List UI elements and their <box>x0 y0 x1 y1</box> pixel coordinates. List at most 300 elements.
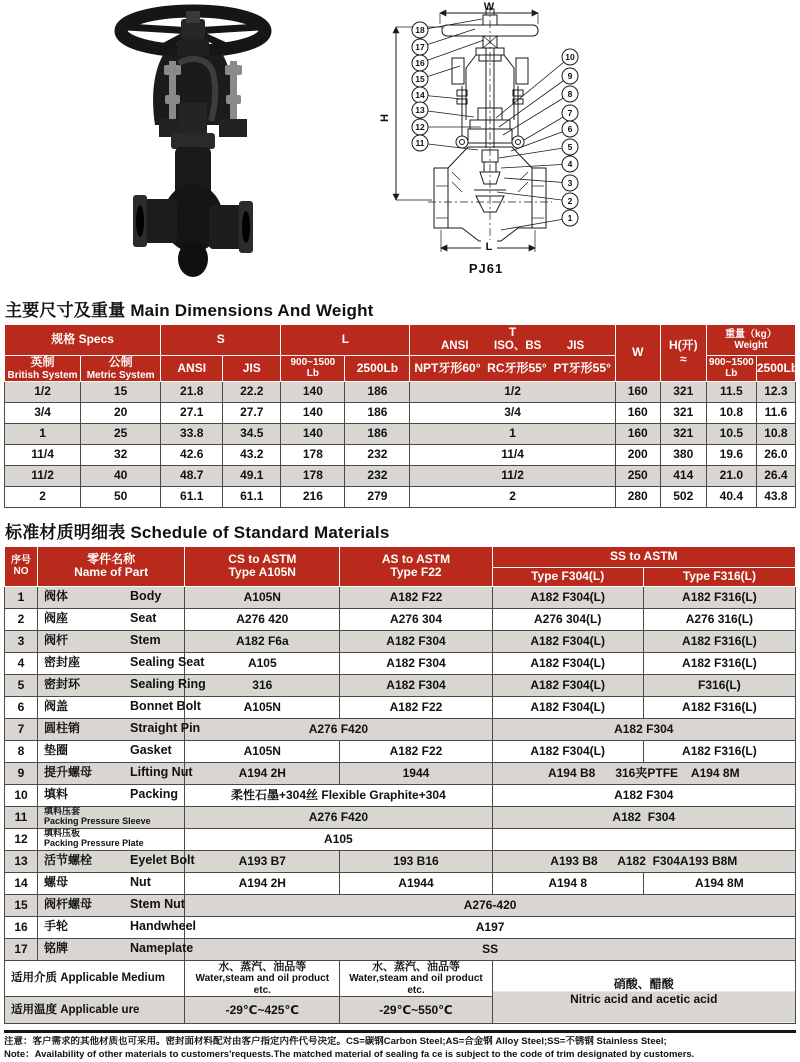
material-name <box>38 652 205 674</box>
material-cell: F316(L) <box>643 674 795 696</box>
dims-cell: 1 <box>410 423 615 444</box>
temperature-label: 适用温度 Applicable ure <box>5 997 185 1024</box>
material-no: 12 <box>5 828 38 850</box>
dims-cell: 186 <box>345 402 410 423</box>
material-row <box>5 740 796 762</box>
header-w: W <box>615 325 660 382</box>
material-cell: A105N <box>185 586 340 608</box>
header-weight <box>706 325 795 356</box>
medium-as <box>340 960 492 997</box>
material-no: 17 <box>5 938 38 960</box>
material-name-en: Stem Nut <box>130 897 185 912</box>
dims-cell: 11/2 <box>5 465 81 486</box>
material-row <box>5 784 796 806</box>
material-row <box>5 916 796 938</box>
material-name <box>38 586 185 608</box>
dims-cell: 321 <box>660 381 706 402</box>
callout-number: 15 <box>415 74 425 84</box>
material-no: 2 <box>5 608 38 630</box>
header-h-approx: ≈ <box>679 351 687 366</box>
material-cell: SS <box>185 938 796 960</box>
applicable-medium-row <box>5 960 796 997</box>
material-name <box>38 872 185 894</box>
material-no: 10 <box>5 784 38 806</box>
header-part-name-zh: 零件名称 <box>87 551 136 566</box>
dims-cell: 43.8 <box>756 486 795 507</box>
header-t-threads: NPT牙形60° RC牙形55° PT牙形55° <box>410 356 615 382</box>
dims-cell: 10.5 <box>706 423 756 444</box>
header-l: L <box>281 325 410 356</box>
material-cell: A182 F304(L) <box>492 652 643 674</box>
material-cell: A276 316(L) <box>643 608 795 630</box>
material-name-en: Sealing Ring <box>130 677 206 692</box>
footer-notes <box>4 1030 796 1062</box>
material-name <box>38 850 195 872</box>
material-cell: A182 F316(L) <box>643 586 795 608</box>
callout-number: 8 <box>567 89 573 99</box>
material-cell: A197 <box>185 916 796 938</box>
figures-area <box>0 0 800 292</box>
material-name-en: Sealing Seat <box>130 655 205 670</box>
material-cell: A105N <box>185 740 340 762</box>
dims-cell: 2 <box>5 486 81 507</box>
dimensions-section-title: 主要尺寸及重量 Main Dimensions And Weight <box>5 301 374 320</box>
dims-cell: 50 <box>81 486 161 507</box>
material-name-zh: 密封座 <box>44 655 81 670</box>
material-name-en: Lifting Nut <box>130 765 193 780</box>
material-name-zh: 阀盖 <box>44 699 69 714</box>
material-row <box>5 806 796 828</box>
material-name <box>38 740 185 762</box>
callout-number: 12 <box>415 122 425 132</box>
dims-cell: 3/4 <box>410 402 615 423</box>
dims-cell: 61.1 <box>161 486 223 507</box>
material-name-en: Packing Pressure Plate <box>44 838 144 849</box>
material-name <box>38 608 185 630</box>
dims-cell: 15 <box>81 381 161 402</box>
material-no: 13 <box>5 850 38 872</box>
material-name-zh: 阀座 <box>44 611 69 626</box>
material-cell: A182 F316(L) <box>643 696 795 718</box>
dims-cell: 160 <box>615 402 660 423</box>
material-name-en: Nameplate <box>130 941 194 956</box>
dims-cell: 11.6 <box>756 402 795 423</box>
dims-cell: 43.2 <box>223 444 281 465</box>
dims-cell: 42.6 <box>161 444 223 465</box>
header-weight-900 <box>706 356 756 382</box>
material-row <box>5 652 796 674</box>
diagram-caption: PJ61 <box>468 261 504 276</box>
material-cell: A276 304 <box>340 608 492 630</box>
material-name-zh: 阀杆 <box>44 633 69 648</box>
dims-cell: 32 <box>81 444 161 465</box>
material-name <box>38 696 201 718</box>
material-no: 11 <box>5 806 38 828</box>
dim-label-l: L <box>485 241 493 253</box>
header-l-900 <box>281 356 345 382</box>
header-weight-2500: 2500Lb <box>756 356 795 382</box>
material-cell: A182 F304(L) <box>492 630 643 652</box>
material-cell: A194 2H <box>185 762 340 784</box>
header-weight-en: Weight <box>734 340 768 351</box>
header-h-label: H(开) <box>668 338 698 353</box>
material-name-zh: 提升螺母 <box>44 765 93 780</box>
material-cell: A1944 <box>340 872 492 894</box>
dims-cell: 26.4 <box>756 465 795 486</box>
callout-number: 2 <box>567 196 573 206</box>
header-metric-zh: 公制 <box>108 355 133 369</box>
material-name-zh: 螺母 <box>44 875 69 890</box>
material-no: 6 <box>5 696 38 718</box>
temperature-as: -29℃~550℃ <box>340 997 492 1024</box>
material-cell: A194 B8 316夹PTFE A194 8M <box>492 762 795 784</box>
dims-row <box>5 465 796 486</box>
material-name-zh: 密封环 <box>44 677 81 692</box>
material-row <box>5 608 796 630</box>
header-l-900-range: 900~1500 <box>290 357 336 369</box>
material-name <box>38 718 201 740</box>
materials-section-title: 标准材质明细表 Schedule of Standard Materials <box>5 522 390 542</box>
header-weight-900-range: 900~1500 <box>708 357 754 369</box>
material-row <box>5 894 796 916</box>
material-row <box>5 718 796 740</box>
material-name-zh: 阀杆螺母 <box>44 897 93 912</box>
dims-cell: 19.6 <box>706 444 756 465</box>
dims-cell: 279 <box>345 486 410 507</box>
material-cell: A276 420 <box>185 608 340 630</box>
material-cell: A182 F304 <box>340 652 492 674</box>
dims-cell: 11/4 <box>410 444 615 465</box>
header-metric <box>81 356 161 382</box>
material-cell: 193 B16 <box>340 850 492 872</box>
callout-number: 6 <box>567 124 573 134</box>
medium-label: 适用介质 Applicable Medium <box>5 960 185 997</box>
material-cell: A182 F304(L) <box>492 696 643 718</box>
material-name <box>38 630 185 652</box>
callout-leader-line <box>504 178 570 183</box>
material-cell: A194 8 <box>492 872 643 894</box>
material-cell: A182 F304(L) <box>492 586 643 608</box>
callout-number: 14 <box>415 90 425 100</box>
material-cell: A105 <box>185 828 492 850</box>
material-no: 9 <box>5 762 38 784</box>
medium-cs <box>185 960 340 997</box>
valve-section-diagram <box>378 0 634 285</box>
callout-number: 17 <box>415 42 425 52</box>
material-name-zh: 活节螺栓 <box>44 853 93 868</box>
material-cell: A182 F316(L) <box>643 740 795 762</box>
material-name-en: Seat <box>130 611 157 626</box>
dims-cell: 10.8 <box>706 402 756 423</box>
callout-number: 4 <box>567 159 573 169</box>
dims-cell: 186 <box>345 381 410 402</box>
dims-cell: 232 <box>345 444 410 465</box>
header-as-line2: Type F22 <box>390 565 442 580</box>
dims-cell: 11/4 <box>5 444 81 465</box>
material-cell: A182 F304 <box>492 784 795 806</box>
material-cell: A105N <box>185 696 340 718</box>
dims-cell: 140 <box>281 381 345 402</box>
dims-cell: 321 <box>660 423 706 444</box>
materials-table <box>4 546 796 1025</box>
dims-cell: 160 <box>615 381 660 402</box>
dims-cell: 22.2 <box>223 381 281 402</box>
header-t <box>410 325 615 356</box>
material-row <box>5 872 796 894</box>
header-ss: SS to ASTM <box>492 546 795 567</box>
dims-cell: 48.7 <box>161 465 223 486</box>
callout-number: 16 <box>415 58 425 68</box>
material-name <box>38 784 185 806</box>
material-cell: 柔性石墨+304丝 Flexible Graphite+304 <box>185 784 492 806</box>
dims-cell: 33.8 <box>161 423 223 444</box>
dims-cell: 27.7 <box>223 402 281 423</box>
material-cell: A276 F420 <box>185 718 492 740</box>
callout-number: 18 <box>415 25 425 35</box>
material-row <box>5 630 796 652</box>
dims-cell: 26.0 <box>756 444 795 465</box>
dims-cell: 140 <box>281 402 345 423</box>
material-name <box>38 762 193 784</box>
material-cell: A276 F420 <box>185 806 492 828</box>
dims-cell: 216 <box>281 486 345 507</box>
material-cell: A182 F22 <box>340 740 492 762</box>
callout-number: 9 <box>567 71 573 81</box>
dims-cell: 49.1 <box>223 465 281 486</box>
material-no: 3 <box>5 630 38 652</box>
material-cell: A276-420 <box>185 894 796 916</box>
material-cell: A182 F6a <box>185 630 340 652</box>
header-s: S <box>161 325 281 356</box>
dims-cell: 140 <box>281 423 345 444</box>
header-l-2500: 2500Lb <box>345 356 410 382</box>
dims-cell: 502 <box>660 486 706 507</box>
callout-number: 5 <box>567 142 573 152</box>
dim-label-h: H <box>379 114 391 122</box>
header-h <box>660 325 706 382</box>
callout-number: 3 <box>567 178 573 188</box>
header-cs-line1: CS to ASTM <box>228 551 297 566</box>
dims-row <box>5 444 796 465</box>
material-row <box>5 850 796 872</box>
material-name-en: Nut <box>130 875 151 890</box>
medium-ss-en: Nitric acid and acetic acid <box>570 992 718 1007</box>
material-cell: A193 B8 A182 F304A193 B8M <box>492 850 795 872</box>
material-name <box>38 828 185 850</box>
material-name-zh: 垫圈 <box>44 743 69 758</box>
material-name-zh: 手轮 <box>44 919 69 934</box>
valve-body-photo <box>133 39 253 277</box>
header-no-zh: 序号 <box>11 555 32 567</box>
header-f316: Type F316(L) <box>643 567 795 586</box>
header-british-en: British System <box>7 369 78 381</box>
header-no <box>5 546 38 586</box>
material-no: 15 <box>5 894 38 916</box>
material-cell: A194 8M <box>643 872 795 894</box>
material-name-en: Straight Pin <box>130 721 201 736</box>
medium-cs-en: Water,steam and oil product etc. <box>195 973 330 996</box>
header-part-name <box>38 546 185 586</box>
dims-cell: 61.1 <box>223 486 281 507</box>
dims-cell: 160 <box>615 423 660 444</box>
material-row <box>5 828 796 850</box>
dims-row <box>5 402 796 423</box>
dims-row <box>5 381 796 402</box>
material-name-zh: 圆柱销 <box>44 721 81 736</box>
dims-cell: 380 <box>660 444 706 465</box>
dims-cell: 21.8 <box>161 381 223 402</box>
callout-leader-line <box>496 57 570 118</box>
material-name-en: Eyelet Bolt <box>130 853 195 868</box>
header-metric-en: Metric System <box>86 369 155 381</box>
header-cs-line2: Type A105N <box>228 565 296 580</box>
material-cell: A194 2H <box>185 872 340 894</box>
material-cell: A182 F304(L) <box>492 674 643 696</box>
dims-cell: 21.0 <box>706 465 756 486</box>
material-name <box>38 938 194 960</box>
material-cell: A182 F316(L) <box>643 630 795 652</box>
medium-cs-zh: 水、蒸汽、油品等 <box>218 960 307 973</box>
material-name <box>38 806 185 828</box>
material-cell: A182 F304 <box>492 718 795 740</box>
dims-cell: 2 <box>410 486 615 507</box>
header-jis: JIS <box>223 356 281 382</box>
callout-number: 10 <box>565 52 575 62</box>
material-cell: A182 F304(L) <box>492 740 643 762</box>
dim-label-w: W <box>483 1 495 13</box>
material-name-en: Bonnet Bolt <box>130 699 201 714</box>
dims-cell: 250 <box>615 465 660 486</box>
material-cell: A276 304(L) <box>492 608 643 630</box>
dims-cell: 12.3 <box>756 381 795 402</box>
material-name <box>38 674 206 696</box>
material-name-en: Packing <box>130 787 178 802</box>
header-british <box>5 356 81 382</box>
dims-cell: 200 <box>615 444 660 465</box>
material-name <box>38 916 197 938</box>
medium-ss <box>492 960 795 1024</box>
valve-photo <box>93 3 313 288</box>
dims-cell: 1 <box>5 423 81 444</box>
header-as <box>340 546 492 586</box>
material-cell: A182 F316(L) <box>643 652 795 674</box>
dims-cell: 1/2 <box>410 381 615 402</box>
header-part-name-en: Name of Part <box>74 565 149 580</box>
dims-cell: 186 <box>345 423 410 444</box>
dims-cell: 178 <box>281 444 345 465</box>
header-ansi: ANSI <box>161 356 223 382</box>
note-line-en: Note：Availability of other materials to customers'requests.The matched material of sealing fa ce is subject to the code of trim designated by customers. <box>4 1049 695 1061</box>
dims-cell: 414 <box>660 465 706 486</box>
dims-cell: 40 <box>81 465 161 486</box>
dims-cell: 321 <box>660 402 706 423</box>
material-no: 5 <box>5 674 38 696</box>
material-cell: A182 F22 <box>340 586 492 608</box>
medium-as-en: Water,steam and oil product etc. <box>349 973 483 996</box>
material-name <box>38 894 185 916</box>
dims-row <box>5 423 796 444</box>
material-cell: A105 <box>185 652 340 674</box>
callout-number: 7 <box>567 108 573 118</box>
callout-number: 1 <box>567 213 573 223</box>
dims-cell: 1/2 <box>5 381 81 402</box>
header-as-line1: AS to ASTM <box>381 551 451 566</box>
material-no: 16 <box>5 916 38 938</box>
header-no-en: NO <box>13 566 29 578</box>
material-name-zh: 填料压板 <box>44 828 81 839</box>
material-name-zh: 填料压套 <box>44 806 81 817</box>
header-weight-zh: 重量（kg） <box>725 329 777 340</box>
dims-cell: 3/4 <box>5 402 81 423</box>
material-name-en: Gasket <box>130 743 172 758</box>
material-cell: A182 F22 <box>340 696 492 718</box>
part-callouts <box>412 19 578 230</box>
header-specs: 规格 Specs <box>5 325 161 356</box>
callout-number: 11 <box>415 138 425 148</box>
material-row <box>5 696 796 718</box>
material-no: 7 <box>5 718 38 740</box>
medium-as-zh: 水、蒸汽、油品等 <box>371 960 460 973</box>
material-cell: A193 B7 <box>185 850 340 872</box>
medium-ss-zh: 硝酸、醋酸 <box>613 976 674 991</box>
header-l-900-unit: Lb <box>306 368 319 380</box>
material-name-en: Handwheel <box>130 919 197 934</box>
header-british-zh: 英制 <box>30 355 55 369</box>
material-row <box>5 674 796 696</box>
dims-cell: 34.5 <box>223 423 281 444</box>
dims-cell: 232 <box>345 465 410 486</box>
header-t-standards: ANSI ISO、BS JIS <box>441 340 585 353</box>
material-no: 1 <box>5 586 38 608</box>
dimensions-table <box>4 324 799 508</box>
material-name-en: Stem <box>130 633 161 648</box>
material-cell: A182 F304 <box>340 674 492 696</box>
dims-cell: 11.5 <box>706 381 756 402</box>
material-cell: A182 F304 <box>340 630 492 652</box>
material-row <box>5 762 796 784</box>
header-f304: Type F304(L) <box>492 567 643 586</box>
dims-cell: 27.1 <box>161 402 223 423</box>
temperature-cs: -29℃~425℃ <box>185 997 340 1024</box>
header-cs <box>185 546 340 586</box>
material-name-zh: 铭牌 <box>44 941 69 956</box>
material-no: 4 <box>5 652 38 674</box>
material-row <box>5 938 796 960</box>
dims-cell: 280 <box>615 486 660 507</box>
callout-leader-line <box>497 192 570 201</box>
material-name-en: Body <box>130 589 162 604</box>
callout-number: 13 <box>415 105 425 115</box>
header-t-label: T <box>508 325 517 340</box>
dims-cell: 11/2 <box>410 465 615 486</box>
callout-leader-line <box>501 164 570 168</box>
material-cell: 1944 <box>340 762 492 784</box>
section-linework <box>428 4 552 242</box>
material-cell <box>492 828 795 850</box>
material-cell: 316 <box>185 674 340 696</box>
material-cell: A182 F304 <box>492 806 795 828</box>
dims-cell: 20 <box>81 402 161 423</box>
dims-cell: 40.4 <box>706 486 756 507</box>
material-name-en: Packing Pressure Sleeve <box>44 816 151 827</box>
header-weight-900-unit: Lb <box>725 368 738 380</box>
dims-row <box>5 486 796 507</box>
callout-leader-line <box>499 147 570 158</box>
note-line-cn: 注意：客户需求的其他材质也可采用。密封面材料配对由客户指定内件代号决定。CS=碳钢Carbon Steel;AS=合金钢 Alloy Steel;SS=不锈钢 Stainless Steel; <box>4 1036 667 1048</box>
material-no: 14 <box>5 872 38 894</box>
material-row <box>5 586 796 608</box>
material-no: 8 <box>5 740 38 762</box>
